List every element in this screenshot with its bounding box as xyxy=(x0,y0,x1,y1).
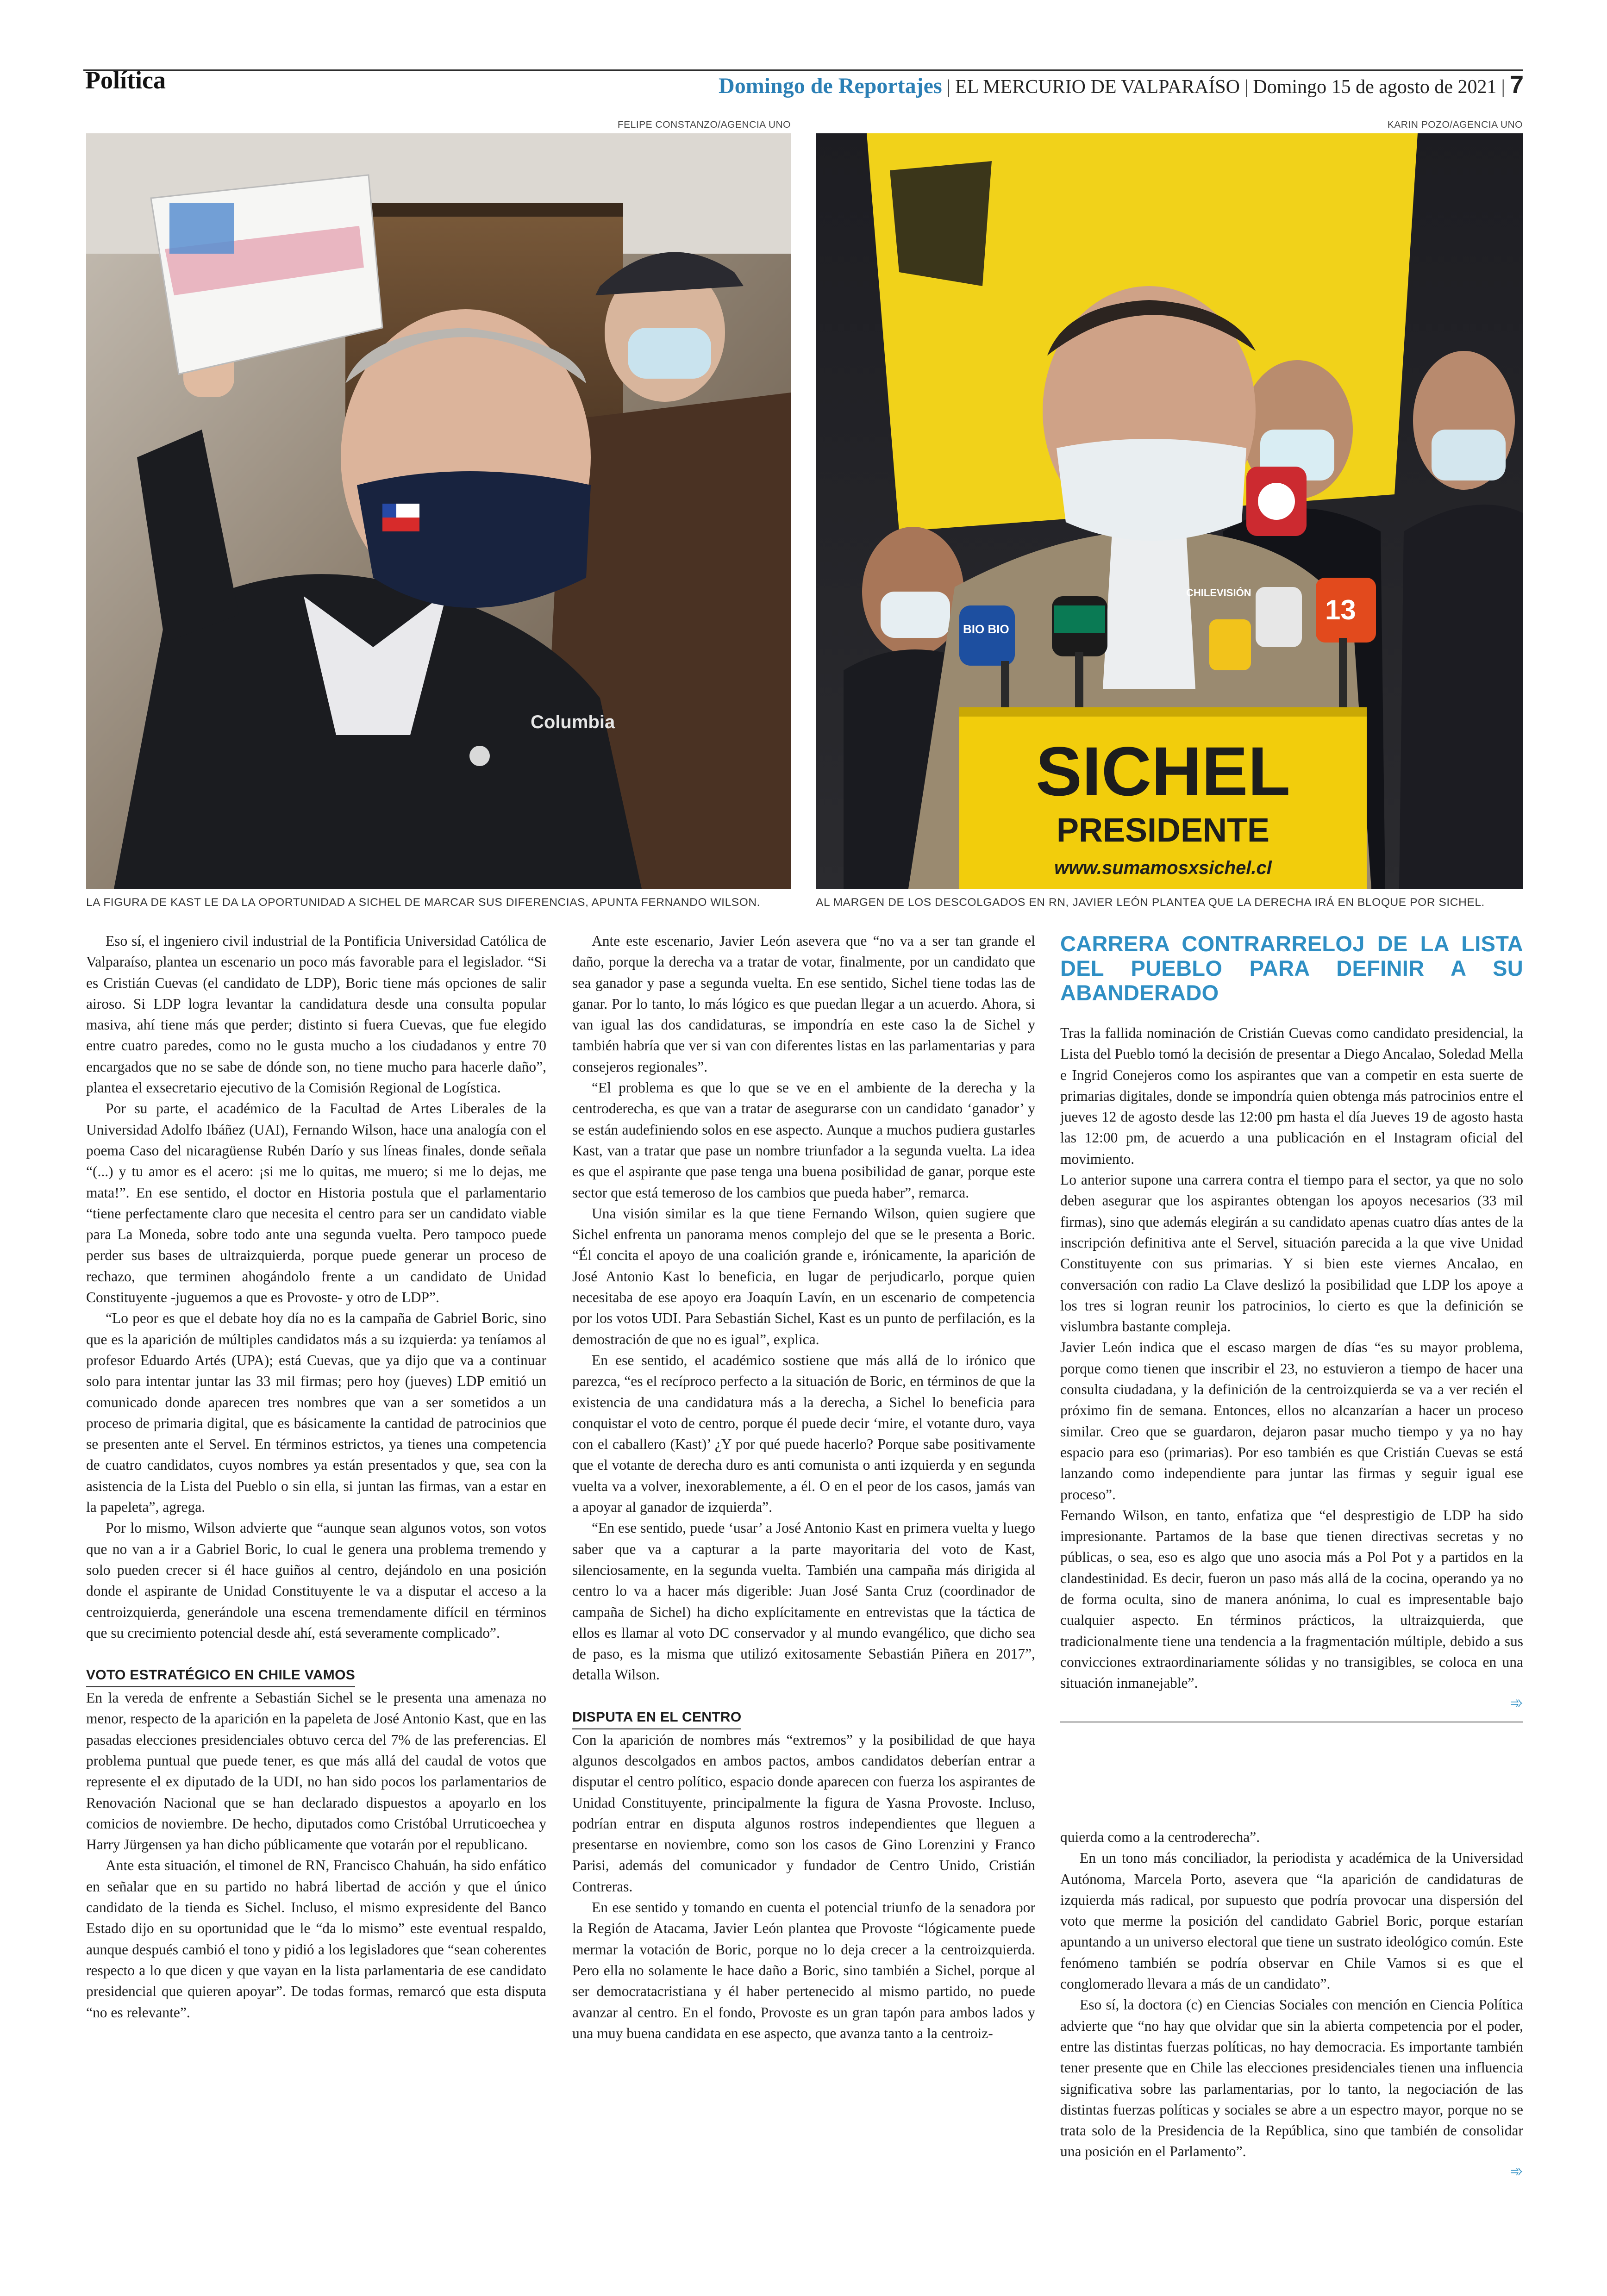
paragraph: “En ese sentido, puede ‘usar’ a José Antonio Kast en primera vuelta y luego saber que va a capturar a la parte mayoritaria del voto de Kast, silenciosamente, en la segunda vuelta. También una campaña más dirigida al centro lo va a hacer más digerible: Juan José Santa Cruz (coordinador de campaña de Sichel) ha dicho explícitamente en entrevistas que la táctica de ellos es llamar al voto DC conservador y al mundo evangélico, que dicho sea de paso, es la misma que utilizó exitosamente Sebastián Piñera en 2017”, detalla Wilson. xyxy=(572,1520,1035,1683)
article-column-1 xyxy=(86,930,546,2023)
podium-url: www.sumamosxsichel.cl xyxy=(1054,858,1272,878)
paragraph: Eso sí, el ingeniero civil industrial de la Pontificia Universidad Católica de Valparaíso, plantea un escenario un poco más favorable para el legislador. “Si es Cristián Cuevas (el candidato de LDP), Boric tiene más opciones de salir airoso. Si LDP logra levantar la candidatura desde una consulta popular masiva, ahí tiene más que perder; distinto si fuera Cuevas, que fue elegido entre cuatro paredes, como no le gusta mucho a los ciudadanos y entre 70 encargados que no se sabe de dónde son, no tiene mucho para hacerle daño”, plantea el exsecretario ejecutivo de la Comisión Regional de Logística. xyxy=(86,933,546,1096)
continue-arrow-icon: ➾ xyxy=(1510,2162,1523,2181)
mic-label-chilevision: CHILEVISIÓN xyxy=(1186,587,1251,599)
photo-sichel-image xyxy=(816,133,1523,889)
mic-label-biobio: BIO BIO xyxy=(963,622,1009,636)
issue-date: Domingo 15 de agosto de 2021 xyxy=(1253,76,1497,98)
paragraph: quierda como a la centroderecha”. xyxy=(1060,1829,1260,1845)
photo-credit-right: KARIN POZO/AGENCIA UNO xyxy=(1387,119,1523,130)
article-column-3 xyxy=(1060,1827,1523,2181)
paragraph: Por lo mismo, Wilson advierte que “aunque sean algunos votos, son votos que no van a ir a Gabriel Boric, lo cual le genera una problema tremendo y solo pueden crecer si él hace guiños al centro, dejándolo en una posición donde el aspirante de Unidad Constituyente le va a disputar el acceso a la centroizquierda, generándole una escena tremendamente difícil en términos que su crecimiento potencial desde ahí, está severamente complicado”. xyxy=(86,1520,546,1641)
continue-arrow-icon: ➾ xyxy=(1510,1693,1523,1712)
paragraph: En un tono más conciliador, la periodista y académica de la Universidad Autónoma, Marcela Porto, asevera que “la aparición de candidaturas de izquierda más radical, por supuesto que podría provocar una dispersión del voto que merme la posición del candidato Gabriel Boric, porque estarían apuntando a un universo electoral que tiene un sustrato ideológico común. Este fenómeno también se podría observar en Chile Vamos si es que el conglomerado llevara a más de un candidato”. xyxy=(1060,1850,1523,1992)
paragraph: En la vereda de enfrente a Sebastián Sichel se le presenta una amenaza no menor, respecto de la aparición en la papeleta de José Antonio Kast, que en las pasadas elecciones presidenciales obtuvo cerca del 7% de las preferencias. El problema puntual que puede tener, es que más allá del caudal de votos que represente el ex diputado de la UDI, no han sido pocos los parlamentarios de Renovación Nacional que se han declarado dispuestos a apoyarlo en los comicios de noviembre. De hecho, diputados como Cristóbal Urruticoechea y Harry Jürgensen ya han dicho públicamente que votarán por el republicano. xyxy=(86,1690,546,1853)
photo-sichel xyxy=(816,133,1523,889)
paragraph: Eso sí, la doctora (c) en Ciencias Sociales con mención en Ciencia Política advierte que “no hay que olvidar que sin la abierta competencia por el poder, entre las distintas fuerzas políticas, no hay democracia. Es importante también tener presente que en Chile las elecciones presidenciales tienen una influencia significativa sobre las parlamentarias, por lo tanto, la negociación de las distintas fuerzas políticas y sociales se abre a un espectro mayor, porque no se trata solo de la Presidencia de la República, sino que también de consolidar una posición en el Parlamento”. xyxy=(1060,1997,1523,2160)
supplement-name: Domingo de Reportajes xyxy=(719,74,942,98)
paragraph: Javier León indica que el escaso margen de días “es su mayor problema, porque como tienen que inscribir el 23, no estuvieron a tiempo de hacer una consulta ciudadana, y la definición de la centroizquierda se va a ver recién el próximo fin de semana. Entonces, ellos no alcanzarían a hacer un proceso similar. Creo que se guardaron, dejaron pasar mucho tiempo y ya no hay espacio para eso (primarias). Por eso también es que Cristián Cuevas se está lanzando como independiente para juntar las firmas y seguir igual ese proceso”. xyxy=(1060,1339,1523,1503)
paragraph: “El problema es que lo que se ve en el ambiente de la derecha y la centroderecha, es que van a tratar de asegurarse con un candidato ‘ganador’ y se están audefiniendo solos en ese aspecto. Aunque a muchos pudiera gustarles Kast, van a tratar que pase un nombre triunfador a la segunda vuelta. La idea es que el aspirante que pase tenga una buena posibilidad de ganar, porque este sector que está temeroso de los cambios que pueda haber”, remarca. xyxy=(572,1079,1035,1201)
paragraph: Ante este escenario, Javier León asevera que “no va a ser tan grande el daño, porque la derecha va a tratar de votar, finalmente, por un candidato que sea ganador y pase a segunda vuelta. En ese sentido, Sichel tiene todas las de ganar. Por lo tanto, lo más lógico es que puedan llegar a un acuerdo. Ahora, si van igual las dos candidaturas, se impondría en este caso la de Sichel y también habría que ver si van con diferentes listas en las parlamentarias y para consejeros regionales”. xyxy=(572,933,1035,1075)
photo-kast-image xyxy=(86,133,791,889)
photo-credit-left: FELIPE CONSTANZO/AGENCIA UNO xyxy=(617,119,791,130)
paragraph: Lo anterior supone una carrera contra el tiempo para el sector, ya que no solo deben asegurar que los aspirantes obtengan los apoyos necesarios (33 mil firmas), sino que además elegirán a su candidato apenas cuatro días antes de la inscripción definitiva ante el Servel, situación parecida a la que vive Unidad Constituyente con sus primarias. Y si bien este viernes Ancalao, en conversación con radio La Clave deslizó la posibilidad que LDP los apoye a los tres si logran reunir los patrocinios, lo cierto es que la definición se vislumbra bastante compleja. xyxy=(1060,1172,1523,1335)
subheading-disputa-centro: DISPUTA EN EL CENTRO xyxy=(572,1707,741,1729)
publication-name: EL MERCURIO DE VALPARAÍSO xyxy=(955,76,1240,98)
paragraph: Fernando Wilson, en tanto, enfatiza que “el desprestigio de LDP ha sido impresionante. Partamos de la base que tienen directivas secretas y no públicas, o sea, eso es algo que uno asocia más a Pol Pot y a partidos en la clandestinidad. Es decir, fueron un paso más allá de la cocina, operando ya no de forma oculta, sino de manera anónima, lo cual es impresentable bajo cualquier aspecto. En términos prácticos, la ultraizquierda, que tradicionalmente tiene una tendencia a la fragmentación múltiple, debido a sus convicciones extraordinariamente sólidas y no transigibles, se coloca en una situación inmanejable”. xyxy=(1060,1507,1523,1691)
subheading-voto-estrategico: VOTO ESTRATÉGICO EN CHILE VAMOS xyxy=(86,1665,355,1687)
paragraph: Ante esta situación, el timonel de RN, Francisco Chahuán, ha sido enfático en señalar que en su partido no habrá libertad de acción y que el único candidato de la tienda es Sichel. Incluso, el mismo expresidente del Banco Estado dijo en su oportunidad que le “da lo mismo” este eventual respaldo, aunque después cambió el tono y pidió a los legisladores que “sean coherentes respecto a lo que dicen y que vayan en la lista parlamentaria de ese candidato presidencial que quieren apoyar”. De todas formas, remarcó que esta disputa “no es relevante”. xyxy=(86,1857,546,2021)
caption-right: AL MARGEN DE LOS DESCOLGADOS EN RN, JAVIER LEÓN PLANTEA QUE LA DERECHA IRÁ EN BLOQUE POR SICHEL. xyxy=(816,896,1485,909)
podium-name: SICHEL xyxy=(1035,732,1291,810)
photo-kast xyxy=(86,133,791,889)
paragraph: En ese sentido y tomando en cuenta el potencial triunfo de la senadora por la Región de Atacama, Javier León plantea que Provoste “lógicamente puede mermar la votación de Boric, porque no lo deja crecer a la centroizquierda. Pero ella no solamente le hace daño a Boric, sino también a Sichel, porque al ser democratacristiana y él haber pertenecido al mismo partido, no puede avanzar al centro. En el fondo, Provoste es un gran tapón para ambos lados y una muy buena candidata en ese aspecto, que avanza tanto a la centroiz- xyxy=(572,1899,1035,2041)
paragraph: Con la aparición de nombres más “extremos” y la posibilidad de que haya algunos descolgados en ambos pactos, ambos candidatos deberían entrar a disputar el centro político, espacio donde aparecen con fuerza los aspirantes de Unidad Constituyente, principalmente la figura de Yasna Provoste. Incluso, podrían entrar en disputa algunos rostros independientes que lleguen a presentarse en noviembre, como son los casos de Gino Lorenzini y Franco Parisi, además del comunicador y fundador de Centro Unido, Cristián Contreras. xyxy=(572,1731,1035,1895)
article-column-2 xyxy=(572,930,1035,2044)
paragraph: “Lo peor es que el debate hoy día no es la campaña de Gabriel Boric, sino que es la aparición de múltiples candidatos más a su izquierda: ya teníamos al profesor Eduardo Artés (UPA); está Cuevas, que ya dijo que va a continuar solo para intentar juntar las 33 mil firmas; pero hoy (jueves) LDP emitió un comunicado donde aparecen tres nombres que van a ser sometidos a un proceso de primaria digital, que es básicamente la cantidad de patrocinios que se presenten ante el Servel. En términos estrictos, ya tienes una competencia de cuatro candidatos, cuyos nombres ya están presentados y que, sea con la asistencia de la Lista del Pueblo o sin ella, si juntan las firmas, van a estar en la papeleta”, agrega. xyxy=(86,1310,546,1516)
podium-title: PRESIDENTE xyxy=(1056,812,1270,849)
masthead: Domingo de Reportajes | EL MERCURIO DE VALPARAÍSO | Domingo 15 de agosto de 2021 | 7 xyxy=(719,71,1524,99)
sidebar-title: CARRERA CONTRARRELOJ DE LA LISTA DEL PUEBLO PARA DEFINIR A SU ABANDERADO xyxy=(1060,931,1523,1005)
paragraph: Por su parte, el académico de la Facultad de Artes Liberales de la Universidad Adolfo Ibáñez (UAI), Fernando Wilson, hace una analogía con el poema Caso del nicaragüense Rubén Darío y sus líneas finales, donde señala “(...) y tu amor es el acero: ¡si me lo quitas, me muero; si me lo dejas, me mata!”. En ese sentido, el doctor en Historia postula que el parlamentario “tiene perfectamente claro que necesita el centro para ser un candidato viable para La Moneda, sobre todo ante una segunda vuelta. Pero tampoco puede perder sus bases de ultraizquierda, porque puede generar un proceso de rechazo, que terminen ahogándolo frente a un candidato de Unidad Constituyente -juguemos a que es Provoste- y otro de LDP”. xyxy=(86,1100,546,1306)
mic-label-13: 13 xyxy=(1325,594,1356,625)
paragraph: Una visión similar es la que tiene Fernando Wilson, quien sugiere que Sichel enfrenta un panorama menos complejo del que se le presenta a Boric. “Él concita el apoyo de una coalición grande e, irónicamente, la aparición de José Antonio Kast lo beneficia, en lugar de perjudicarlo, porque quien necesitaba de ese apoyo era Joaquín Lavín, en un escenario de competencia por los votos UDI. Para Sebastián Sichel, Kast es un punto de perfilación, es la demostración de que no es igual”, explica. xyxy=(572,1205,1035,1348)
caption-left: LA FIGURA DE KAST LE DA LA OPORTUNIDAD A SICHEL DE MARCAR SUS DIFERENCIAS, APUNTA FERNANDO WILSON. xyxy=(86,896,761,909)
jacket-logo: Columbia xyxy=(531,712,615,732)
paragraph: En ese sentido, el académico sostiene que más allá de lo irónico que parezca, “es el recíproco perfecto a la situación de Boric, en términos de que la existencia de una candidatura más a la derecha, a Sichel lo beneficia para conquistar el voto de centro, porque él puede decir ‘mire, el votante duro, vaya con el caballero (Kast)’ ¿Y por qué puede hacerlo? Porque sabe positivamente que el votante de derecha duro es anti comunista o anti izquierda y en segunda vuelta va a volver, inexorablemente, a él. O en el peor de los casos, jamás van a apoyar al ganador de izquierda”. xyxy=(572,1352,1035,1516)
section-title: Política xyxy=(85,66,166,94)
paragraph: Tras la fallida nominación de Cristián Cuevas como candidato presidencial, la Lista del Pueblo tomó la decisión de presentar a Diego Ancalao, Soledad Mella e Ingrid Conejeros como los aspirantes que van a competir en esta suerte de primarias digitales, donde se impondría quien obtenga más patrocinios entre el jueves 12 de agosto desde las 12:00 pm hasta el día Jueves 19 de agosto hasta las 12:00 pm, de acuerdo a una publicación en el Instagram oficial del movimiento. xyxy=(1060,1025,1523,1167)
page-number: 7 xyxy=(1509,71,1524,99)
sidebar-box xyxy=(1060,931,1523,1722)
